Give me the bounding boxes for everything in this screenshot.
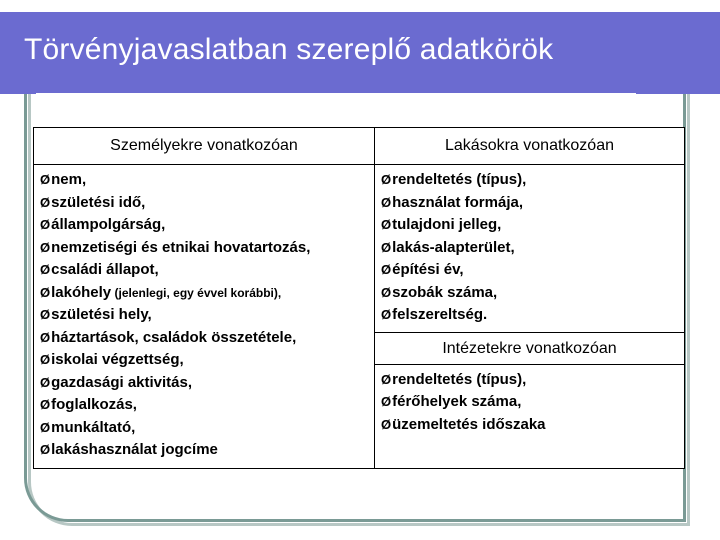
institutions-item-label: férőhelyek száma, [392,393,522,410]
arrow-bullet-icon: Ø [40,329,51,345]
arrow-bullet-icon: Ø [381,172,392,187]
dwellings-item-label: építési év, [392,261,464,278]
persons-header: Személyekre vonatkozóan [34,128,375,165]
arrow-bullet-icon: Ø [40,307,51,322]
dwellings-cell [375,165,685,469]
persons-item [40,372,374,395]
persons-item-label: iskolai végzettség, [51,351,184,368]
institutions-header: Intézetekre vonatkozóan [375,332,684,365]
dwellings-item-label: rendeltetés (típus), [392,171,527,188]
institutions-item [381,391,684,414]
arrow-bullet-icon: Ø [40,397,51,412]
dwellings-item-label: felszereltség. [392,306,488,323]
dwellings-item [381,214,684,237]
slide-title: Törvényjavaslatban szereplő adatkörök [24,33,554,66]
dwellings-item [381,259,684,282]
arrow-bullet-icon: Ø [381,239,392,255]
arrow-bullet-icon: Ø [40,262,51,277]
persons-item [40,417,374,440]
dwellings-item [381,237,684,260]
persons-item [40,214,374,237]
persons-item [40,192,374,215]
arrow-bullet-icon: Ø [40,374,51,390]
institutions-list [375,365,684,437]
arrow-bullet-icon: Ø [381,307,392,322]
persons-item-label: nemzetiségi és etnikai hovatartozás, [51,238,311,256]
arrow-bullet-icon: Ø [381,217,392,232]
dwellings-header: Lakásokra vonatkozóan [375,128,685,165]
dwellings-item-label: lakás-alapterület, [392,238,515,256]
dwellings-item [381,192,684,215]
persons-item-label: lakóhely [51,283,112,301]
persons-item [40,169,374,192]
persons-cell [34,165,375,469]
arrow-bullet-icon: Ø [381,394,392,409]
title-underline [36,93,636,98]
persons-item-label: foglalkozás, [51,396,137,413]
institutions-item [381,414,684,437]
dwellings-item-label: tulajdoni jelleg, [392,216,502,233]
persons-item-label: gazdasági aktivitás, [51,373,193,391]
persons-item [40,237,374,260]
arrow-bullet-icon: Ø [381,371,392,387]
institutions-item [381,369,684,392]
arrow-bullet-icon: Ø [40,239,51,255]
persons-item-label: lakáshasználat jogcíme [51,441,218,458]
persons-item-label: nem, [51,171,87,188]
persons-item [40,304,374,327]
arrow-bullet-icon: Ø [381,194,392,210]
dwellings-item-label: használat formája, [392,193,524,211]
arrow-bullet-icon: Ø [381,284,392,300]
persons-item-label: háztartások, családok összetétele, [51,328,297,346]
persons-item [40,349,374,372]
dwellings-item [381,282,684,305]
residence-note: (jelenlegi, egy évvel korábbi), [111,285,282,300]
persons-item-label: munkáltató, [51,418,136,436]
persons-item-label: születési hely, [51,306,152,323]
title-underline-thin [36,100,636,102]
persons-item [40,439,374,462]
arrow-bullet-icon: Ø [40,217,51,232]
dwellings-list [375,165,684,332]
arrow-bullet-icon: Ø [40,284,51,300]
institutions-item-label: rendeltetés (típus), [392,370,527,388]
dwellings-item [381,169,684,192]
institutions-item-label: üzemeltetés időszaka [392,415,546,433]
arrow-bullet-icon: Ø [40,442,51,457]
persons-item-label: születési idő, [51,193,146,211]
persons-item-label: családi állapot, [51,261,159,278]
persons-list [34,165,374,462]
persons-item [40,394,374,417]
persons-item [40,327,374,350]
data-fields-table [33,127,685,469]
arrow-bullet-icon: Ø [40,194,51,210]
arrow-bullet-icon: Ø [381,262,392,277]
arrow-bullet-icon: Ø [381,416,392,432]
arrow-bullet-icon: Ø [40,352,51,367]
arrow-bullet-icon: Ø [40,172,51,187]
dwellings-item [381,304,684,327]
persons-item [40,259,374,282]
persons-item-label: állampolgárság, [51,216,166,233]
persons-item [40,282,374,305]
dwellings-item-label: szobák száma, [392,283,498,301]
arrow-bullet-icon: Ø [40,419,51,435]
